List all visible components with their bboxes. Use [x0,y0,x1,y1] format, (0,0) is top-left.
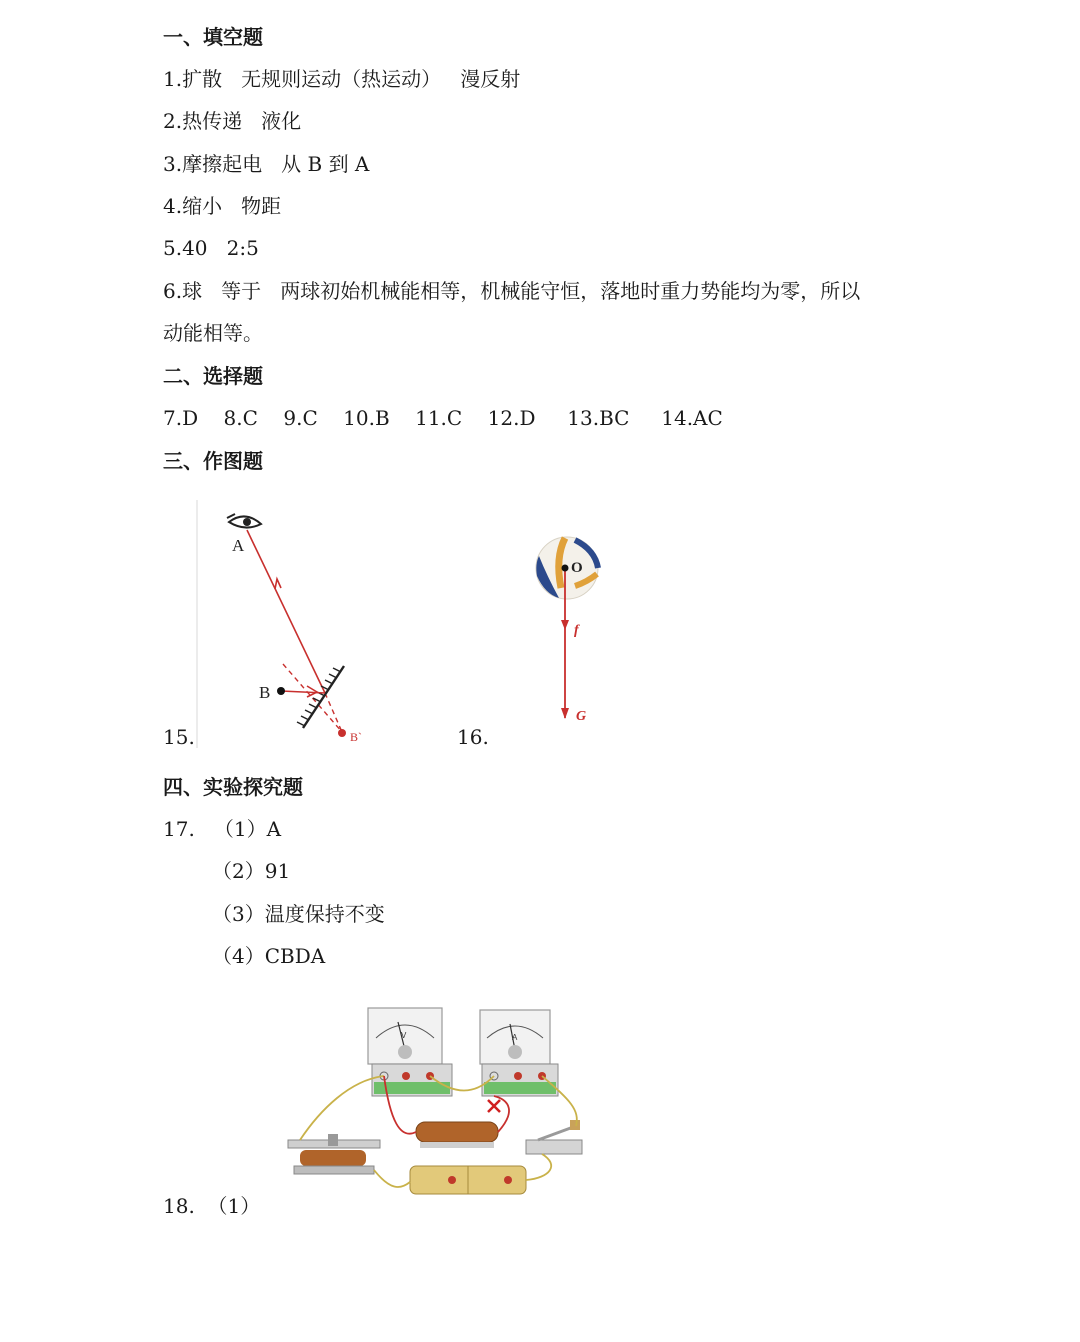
reflected-ray-arrow [275,579,281,589]
point-B [277,687,285,695]
answer-line-2: 2.热传递 液化 [163,109,302,133]
virtual-ray-extension [325,693,342,732]
gravity-arrow [561,708,569,719]
ammeter-label: A [512,1033,518,1042]
section-title-drawing: 三、作图题 [163,449,263,473]
label-f: f [574,623,579,638]
section-title-fill: 一、填空题 [163,25,263,49]
answer-line-4: 4.缩小 物距 [163,194,282,218]
q18-part1: 18. （1） [163,1194,261,1218]
switch [526,1120,582,1154]
mirror-hatching [297,668,341,726]
wrong-wire-cross-icon [488,1100,500,1112]
answer-line-6-cont: 动能相等。 [163,321,263,345]
question-16-number: 16. [457,725,489,749]
symmetry-line [283,664,342,732]
ammeter [480,1010,558,1096]
answer-line-5: 5.40 2:5 [163,236,259,260]
choice-answers: 7.D 8.C 9.C 10.B 11.C 12.D 13.BC 14.AC [163,406,723,430]
q17-part2: （2）91 [212,859,291,883]
reflected-ray [247,530,325,693]
q17-part1: 17. （1）A [163,817,282,841]
resistor [416,1122,498,1148]
question-15-number: 15. [163,725,195,749]
answer-line-1: 1.扩散 无规则运动（热运动） 漫反射 [163,67,521,91]
label-O: O [571,560,583,576]
center-point-O [562,565,569,572]
sliding-rheostat [288,1134,380,1174]
mirror-reflection-figure [195,500,385,750]
label-B: B [259,683,271,702]
eye-icon [227,514,261,528]
label-G: G [576,709,587,724]
battery [410,1166,526,1194]
q17-part4: （4）CBDA [212,944,326,968]
q17-part3: （3）温度保持不变 [212,902,385,926]
plane-mirror [303,666,344,728]
image-point-B-prime [338,729,346,737]
label-A: A [232,536,245,555]
friction-arrow [561,620,569,630]
section-title-experiment: 四、实验探究题 [163,775,303,799]
answer-line-3: 3.摩擦起电 从 B 到 A [163,152,370,176]
ball-forces-figure [525,528,615,728]
circuit-figure [280,1000,610,1205]
section-title-choice: 二、选择题 [163,364,263,388]
voltmeter-label: V [401,1031,407,1040]
label-B-prime: B` [350,730,362,744]
answer-line-6: 6.球 等于 两球初始机械能相等，机械能守恒，落地时重力势能均为零，所以 [163,279,861,303]
